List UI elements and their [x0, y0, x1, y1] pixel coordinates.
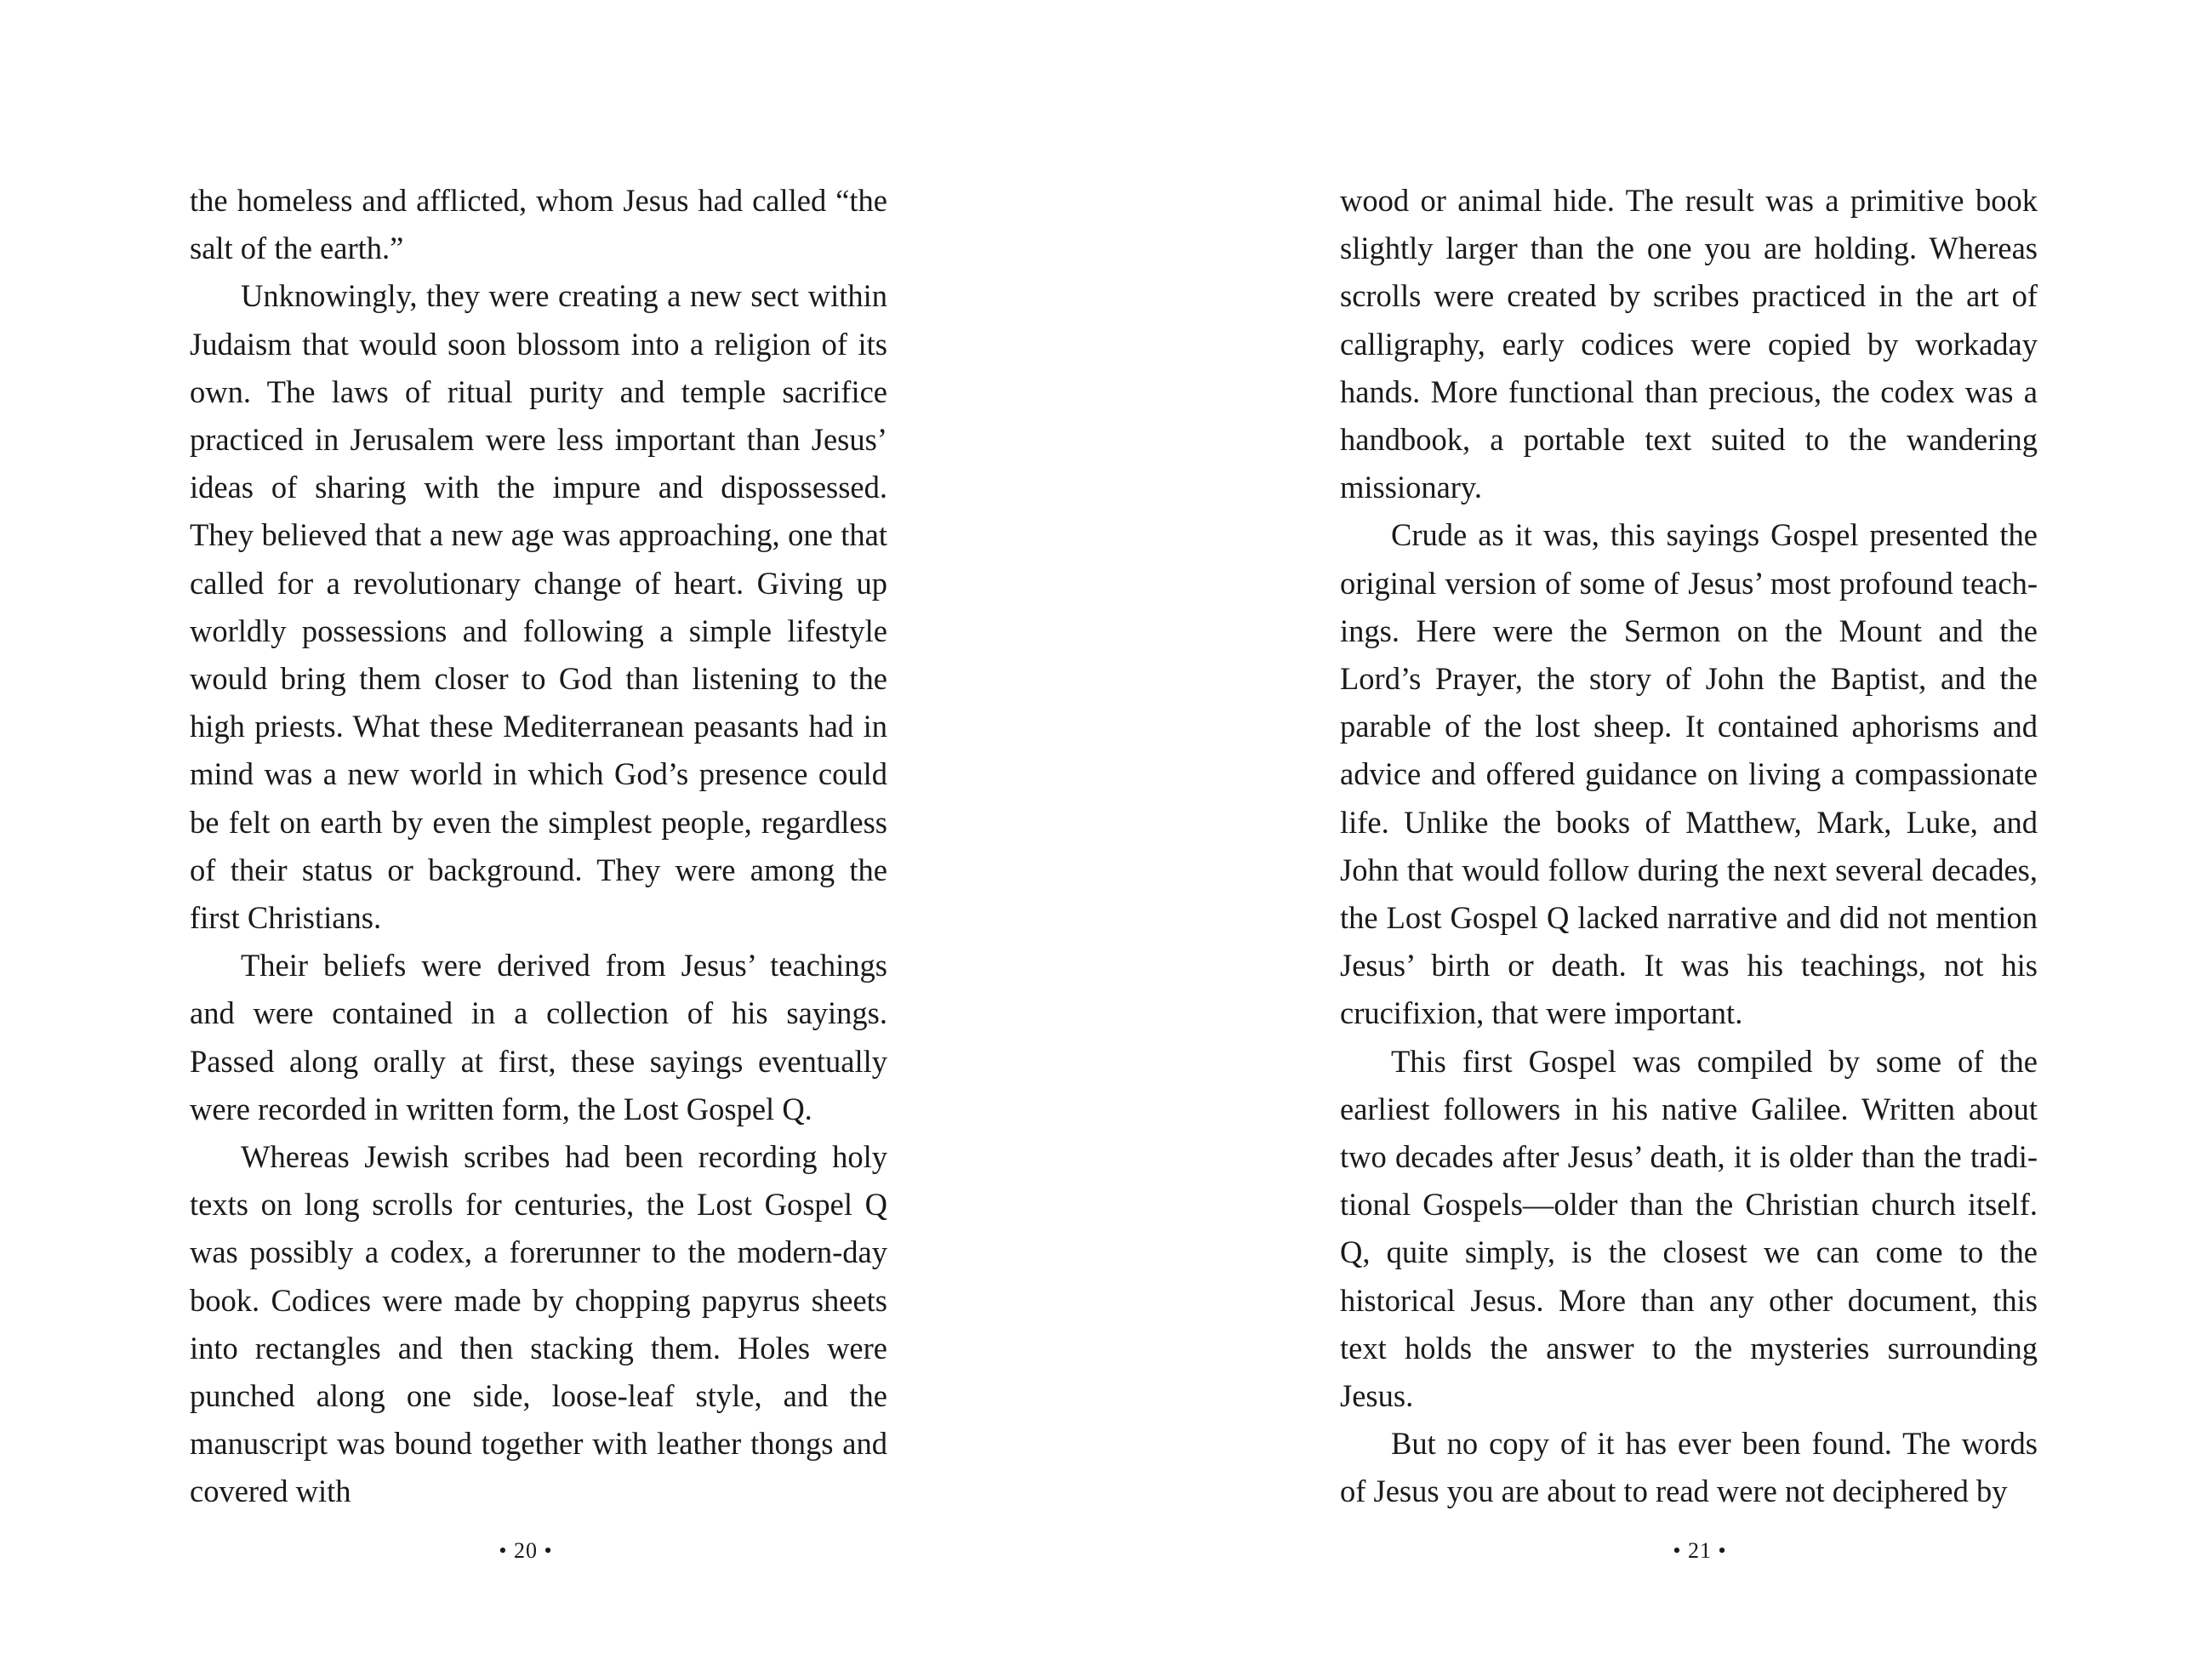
- left-page-text: [190, 177, 887, 1516]
- paragraph: wood or animal hide. The result was a primitive book slightly larger than the one you are holding. Whereas scrolls were created by scribes practiced in the art of calligraphy, early codices were copied by workaday hands. More functional than precious, the codex was a handbook, a portable text suited to the wandering missionary.: [1340, 183, 2038, 505]
- paragraph: Whereas Jewish scribes had been recording holy texts on long scrolls for centuries, the Lost Gospel Q was possibly a codex, a forerunner to the modern-day book. Codices were made by chopping papyrus sheets into rectangles and then stacking them. Holes were punched along one side, loose-leaf style, and the manuscript was bound together with leather thongs and covered with: [190, 1139, 887, 1509]
- right-page: [1106, 0, 2212, 1659]
- paragraph: Crude as it was, this sayings Gospel presented the original version of some of Jesus’ most profound teachings. Here were the Sermon on the Mount and the Lord’s Prayer, the story of John the Baptist, and the parable of the lost sheep. It contained aphorisms and advice and offered guidance on living a compassionate life. Unlike the books of Matthew, Mark, Luke, and John that would follow during the next several decades, the Lost Gospel Q lacked narrative and did not mention Jesus’ birth or death. It was his teachings, not his crucifixion, that were important.: [1340, 517, 2038, 1031]
- page-number: • 20 •: [499, 1538, 553, 1563]
- right-page-text: [1340, 177, 2038, 1516]
- paragraph: This first Gospel was compiled by some of the earliest followers in his native Galilee. Written about two decades after Jesus’ death, it is older than the traditional Gospels—older than the Christian church itself. Q, quite simply, is the closest we can come to the historical Jesus. More than any other document, this text holds the answer to the mysteries surrounding Jesus.: [1340, 1043, 2038, 1414]
- paragraph: Their beliefs were derived from Jesus’ teachings and were contained in a collection of his sayings. Passed along orally at first, these sayings eventually were recorded in written form, the Lost Gospel Q.: [190, 948, 887, 1126]
- paragraph: Unknowingly, they were creating a new sect within Judaism that would soon blossom into a religion of its own. The laws of ritual purity and temple sacrifice practiced in Jerusalem were less important than Jesus’ ideas of sharing with the impure and dispossessed. They believed that a new age was approaching, one that called for a revolutionary change of heart. Giving up worldly possessions and following a simple lifestyle would bring them closer to God than listening to the high priests. What these Mediterranean peasants had in mind was a new world in which God’s presence could be felt on earth by even the simplest people, regardless of their status or background. They were among the first Christians.: [190, 278, 887, 936]
- paragraph: the homeless and afflicted, whom Jesus had called “the salt of the earth.”: [190, 183, 887, 266]
- paragraph: But no copy of it has ever been found. The words of Jesus you are about to read were not deciphered by: [1340, 1426, 2038, 1509]
- page-number: • 21 •: [1673, 1538, 1727, 1563]
